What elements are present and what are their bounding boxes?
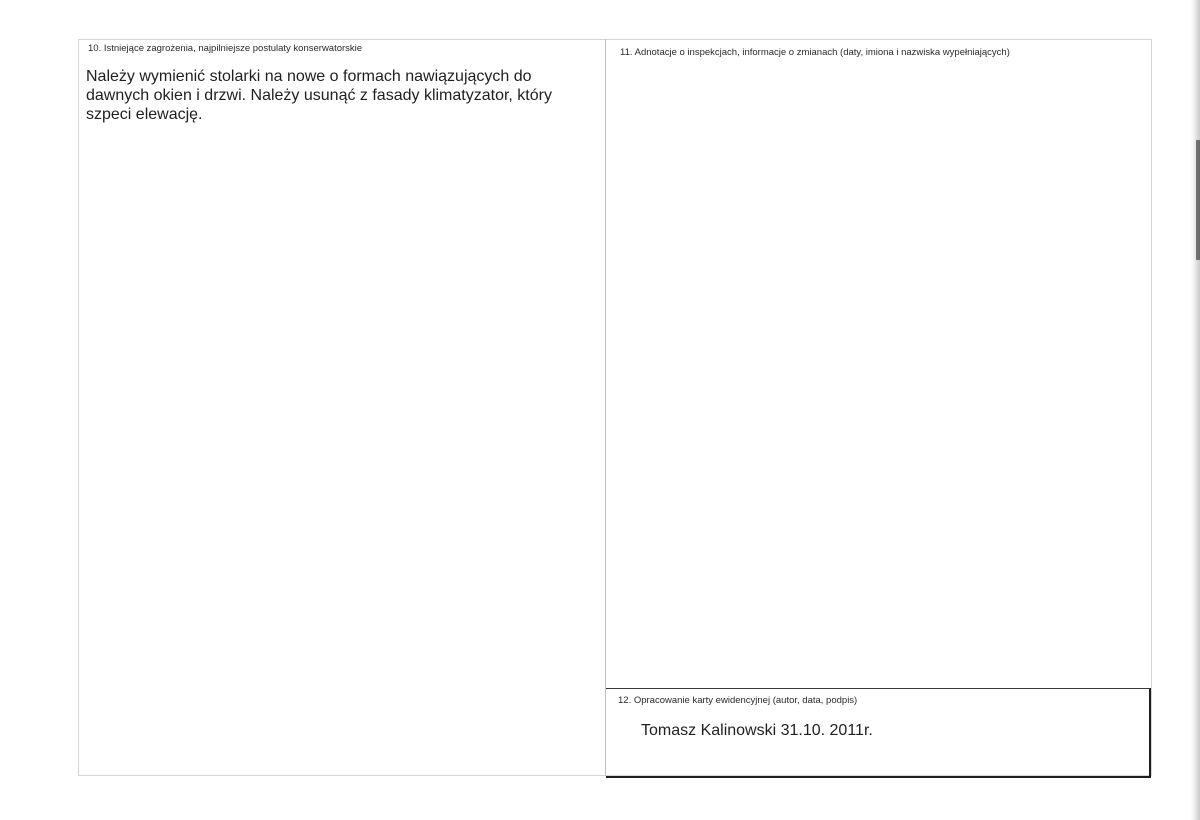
section-12-content: Tomasz Kalinowski 31.10. 2011r.	[641, 722, 873, 739]
scan-edge-mark	[1196, 140, 1200, 260]
column-divider	[605, 39, 606, 776]
section-12-label: 12. Opracowanie karty ewidencyjnej (autor, data, podpis)	[618, 695, 858, 706]
scan-edge-shadow	[1191, 0, 1200, 820]
section-11-label: 11. Adnotacje o inspekcjach, informacje o zmianach (daty, imiona i nazwiska wypełniających)	[620, 47, 1010, 58]
section-10-label: 10. Istniejące zagrożenia, najpilniejsze postulaty konserwatorskie	[88, 43, 363, 54]
section-10-content: Należy wymienić stolarki na nowe o formach nawiązujących do dawnych okien i drzwi. Należy usunąć z fasady klimatyzator, który szpeci elewację.	[86, 68, 552, 123]
form-frame	[78, 39, 1152, 776]
